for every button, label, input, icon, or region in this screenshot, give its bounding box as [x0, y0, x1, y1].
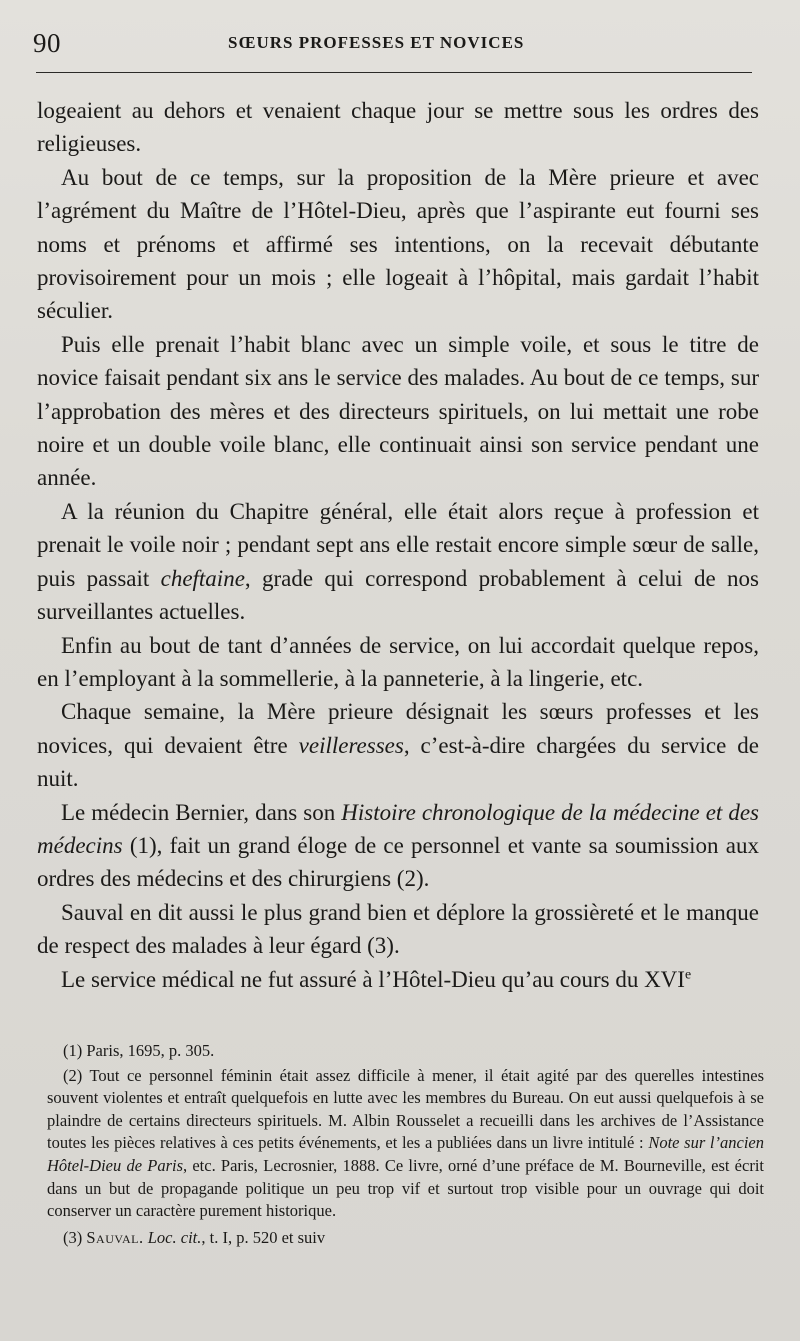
paragraph-6 — [37, 695, 759, 795]
paragraph-5 — [37, 629, 759, 696]
body-text — [37, 94, 759, 996]
page-number: 90 — [33, 28, 61, 58]
italic-term: cheftaine — [160, 565, 245, 591]
paragraph-8 — [37, 896, 759, 963]
paragraph-text: logeaient au dehors et venaient chaque jour se mettre sous les ordres des religieuses. — [37, 98, 759, 157]
footnote-text: (2) Tout ce personnel féminin était assez difficile à mener, il était agité par des querelles intestines souvent violentes et entraît quelquefois en lutte avec les membres du Bureau. On eut aussi quelquefois à se plaindre de certains directeurs spirituels. M. Albin Rousselet a recueilli dans les archives de l’Assistance toutes les pièces relatives à ces petits événements, et les a publiées dans un livre intitulé : — [47, 1065, 764, 1153]
paragraph-text: Au bout de ce temps, sur la proposition de la Mère prieure et avec l’agrément du Maître de l’Hôtel-Dieu, après que l’aspirante eut fourni ses noms et prénoms et affirmé ses intentions, on la recevait débutante provisoirement pour un mois ; elle logeait à l’hôpital, mais gardait l’habit séculier. — [37, 164, 759, 324]
footnote-text: , t. I, p. 520 et suiv — [201, 1227, 326, 1247]
italic-citation: Loc. cit. — [147, 1227, 202, 1247]
footnote-number: (3) — [63, 1227, 87, 1247]
footnote-text: , etc. Paris, Lecrosnier, 1888. Ce livre, orné d’une préface de M. Bourneville, est écrit dans un but de propagande politique un peu trop vif et surtout trop visible pour un ouvrage qui doit conserver un caractère purement historique. — [47, 1155, 764, 1221]
paragraph-text: (1), fait un grand éloge de ce personnel et vante sa soumission aux ordres des médecins et des chirurgiens (2). — [37, 832, 759, 892]
paragraph-text: A la réunion du Chapitre général, elle était alors reçue à profession et prenait le voile noir ; pendant sept ans elle restait encore simple sœur de salle, puis passait — [37, 498, 759, 591]
footnote-1: (1) Paris, 1695, p. 305. — [63, 1041, 215, 1060]
paragraph-text: Le médecin Bernier, dans son — [61, 799, 342, 825]
paragraph-7 — [37, 796, 759, 896]
paragraph-1 — [37, 94, 759, 161]
paragraph-text: Enfin au bout de tant d’années de service, on lui accordait quelque repos, en l’employant à la sommellerie, à la panneterie, à la lingerie, etc. — [37, 632, 759, 691]
italic-book-title: Note sur l’ancien Hôtel-Dieu de Paris — [47, 1133, 764, 1175]
paragraph-4 — [37, 495, 759, 629]
paragraph-text: , c’est-à-dire chargées du service de nuit. — [37, 732, 759, 792]
paragraph-text: Le service médical ne fut assuré à l’Hôtel-Dieu qu’au cours du XVI — [61, 966, 685, 992]
footnote-3 — [47, 1227, 764, 1250]
italic-book-title: Histoire chronologique de la médecine et des médecins — [37, 799, 759, 858]
header-rule — [36, 72, 752, 73]
paragraph-2 — [37, 161, 759, 328]
paragraph-text: Chaque semaine, la Mère prieure désignait les sœurs professes et les novices, qui devaient être — [37, 699, 759, 758]
footnote-2 — [47, 1065, 764, 1223]
superscript: e — [684, 965, 692, 981]
paragraph-9 — [37, 963, 759, 996]
paragraph-text: Puis elle prenait l’habit blanc avec un simple voile, et sous le titre de novice faisait pendant six ans le service des malades. Au bout de ce temps, sur l’approbation des mères et des directeurs spirituels, on lui mettait une robe noire et un double voile blanc, elle continuait ainsi son service pendant une année. — [37, 331, 759, 491]
running-head: SŒURS PROFESSES ET NOVICES — [228, 33, 525, 52]
author-name: Sauval. — [86, 1227, 144, 1247]
paragraph-text: Sauval en dit aussi le plus grand bien et déplore la grossièreté et le manque de respect des malades à leur égard (3). — [37, 899, 759, 959]
paragraph-text: , grade qui correspond probablement à celui de nos surveillantes actuelles. — [37, 565, 759, 625]
paragraph-3 — [37, 328, 759, 495]
footnotes — [47, 1040, 764, 1249]
italic-term: veilleresses — [298, 732, 404, 758]
